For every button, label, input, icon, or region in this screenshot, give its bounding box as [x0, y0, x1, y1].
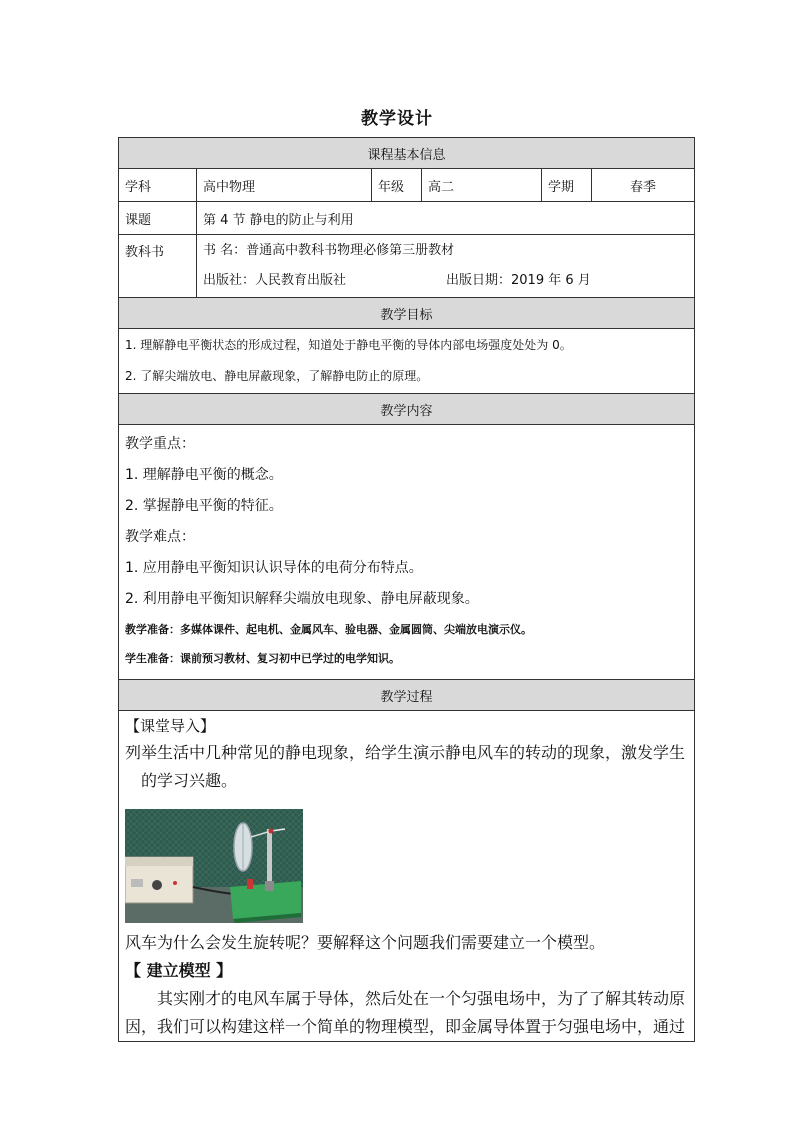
textbook-publisher-line — [203, 266, 688, 296]
textbook-label: 教科书 — [119, 235, 197, 298]
section-header-process: 教学过程 — [119, 680, 695, 711]
student-prep-text: 课前预习教材、复习初中已学过的电学知识。 — [180, 652, 400, 665]
section-header-goals: 教学目标 — [119, 298, 695, 329]
goal-item: 1. 理解静电平衡状态的形成过程，知道处于静电平衡的导体内部电场强度处处为 0。 — [125, 338, 572, 352]
electrostatic-windmill-demo-photo — [125, 809, 303, 923]
process-cell — [119, 711, 695, 1042]
grade-value: 高二 — [422, 169, 542, 202]
difficulty-item: 2. 利用静电平衡知识解释尖端放电现象、静电屏蔽现象。 — [125, 591, 479, 607]
goal-item: 2. 了解尖端放电、静电屏蔽现象，了解静电防止的原理。 — [125, 369, 429, 383]
textbook-name: 书 名：普通高中教科书物理必修第三册教材 — [203, 243, 455, 258]
textbook-pub-date: 出版日期：2019 年 6 月 — [446, 273, 591, 288]
textbook-publisher: 出版社：人民教育出版社 — [203, 273, 347, 288]
topic-label: 课题 — [119, 202, 197, 235]
key-points-title: 教学重点： — [125, 436, 195, 452]
student-prep — [125, 644, 688, 673]
grade-label: 年级 — [372, 169, 422, 202]
intro-heading: 【课堂导入】 — [125, 717, 216, 735]
content-cell — [119, 425, 695, 680]
section-header-basic-info: 课程基本信息 — [119, 138, 695, 169]
teaching-prep-label: 教学准备： — [125, 623, 180, 636]
teaching-prep — [125, 615, 688, 644]
student-prep-label: 学生准备： — [125, 652, 180, 665]
subject-label: 学科 — [119, 169, 197, 202]
lesson-plan-table — [118, 137, 695, 1042]
term-value: 春季 — [592, 169, 695, 202]
subject-value: 高中物理 — [197, 169, 372, 202]
key-point-item: 2. 掌握静电平衡的特征。 — [125, 498, 283, 514]
topic-value: 第 4 节 静电的防止与利用 — [197, 202, 695, 235]
model-text: 其实刚才的电风车属于导体，然后处在一个匀强电场中，为了了解其转动原因，我们可以构建这样一个简单的物理模型，即金属导体置于匀强电场中，通过 — [125, 989, 686, 1036]
section-header-content: 教学内容 — [119, 394, 695, 425]
goals-cell — [119, 329, 695, 394]
difficulty-item: 1. 应用静电平衡知识认识导体的电荷分布特点。 — [125, 560, 423, 576]
document-title: 教学设计 — [361, 109, 433, 129]
term-label: 学期 — [542, 169, 592, 202]
difficulties-title: 教学难点： — [125, 529, 195, 545]
question-text: 风车为什么会发生旋转呢？要解释这个问题我们需要建立一个模型。 — [125, 933, 606, 952]
intro-text: 列举生活中几种常见的静电现象，给学生演示静电风车的转动的现象，激发学生的学习兴趣。 — [125, 743, 686, 790]
teaching-prep-text: 多媒体课件、起电机、金属风车、验电器、金属圆筒、尖端放电演示仪。 — [180, 623, 532, 636]
model-heading: 【 建立模型 】 — [125, 961, 233, 980]
textbook-info — [197, 235, 695, 298]
key-point-item: 1. 理解静电平衡的概念。 — [125, 467, 283, 483]
